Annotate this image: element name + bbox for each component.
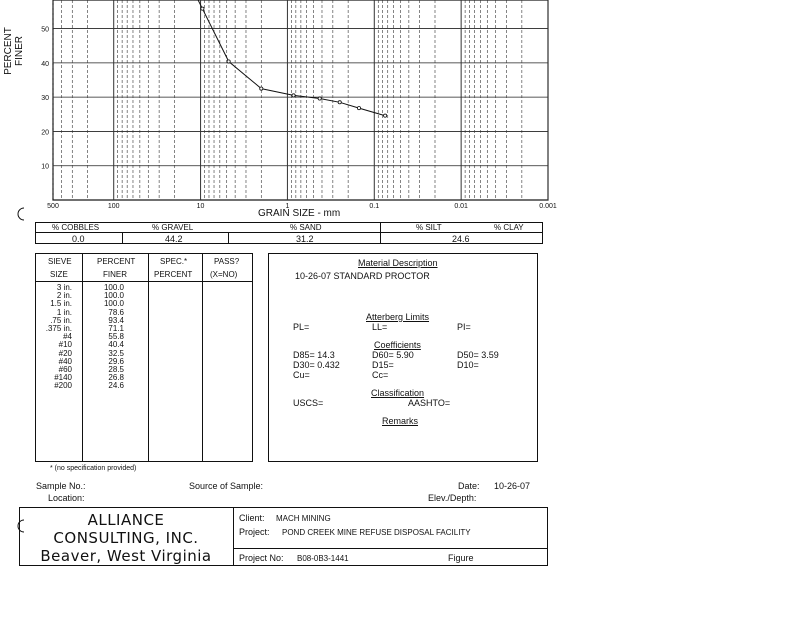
uscs-field: USCS= [293,398,324,408]
chart-svg [0,0,560,225]
percent-finer-cell: 100.0 [103,299,124,309]
coefficients-title: Coefficients [374,340,421,350]
sieve-header-2: SIZE [50,270,68,279]
project-label: Project: [239,527,270,537]
spec-header-2: PERCENT [154,270,193,279]
sieve-size-cell: .75 in. [50,315,72,325]
figure-label: Figure [448,553,474,563]
data-point [260,87,263,90]
pl-field: PL= [293,322,310,332]
sieve-size-cell: 3 in. [56,283,72,292]
d10-field: D10= [457,360,479,370]
company-name-line2: CONSULTING, INC. [53,529,199,547]
data-point [292,94,295,97]
percent-finer-cell: 32.5 [108,348,124,358]
punch-hole-marks [12,0,32,618]
elev-label: Elev./Depth: [428,493,477,503]
data-point [338,101,341,104]
spec-footnote: * (no specification provided) [50,465,137,472]
x-tick-label: 0.001 [539,203,557,210]
company-name-line1: ALLIANCE [87,511,165,529]
sieve-size-cell: .375 in. [45,324,72,333]
data-point [201,7,204,10]
sieve-size-cell: 2 in. [56,291,72,301]
percent-header-2: FINER [103,270,127,279]
percent-finer-cell: 26.8 [108,373,124,383]
pass-header-1: PASS? [214,257,240,266]
material-description: 10-26-07 STANDARD PROCTOR [295,271,430,281]
material-title: Material Description [358,258,438,268]
atterberg-title: Atterberg Limits [366,312,430,322]
y-tick-label: 10 [41,163,49,171]
location-label: Location: [48,493,85,503]
sand-header: % SAND [290,223,322,232]
x-tick-label: 0.1 [369,203,380,210]
sand-value: 31.2 [296,234,314,244]
x-tick-label: 10 [196,203,205,210]
aashto-field: AASHTO= [408,398,451,408]
grain-size-chart [0,0,560,225]
x-tick-label: 1 [285,203,290,210]
sieve-size-cell: #200 [54,381,72,391]
y-axis-label: PERCENT FINER [3,27,25,75]
y-tick-label: 40 [41,60,49,68]
percent-finer-cell: 93.4 [108,315,124,325]
percent-finer-cell: 24.6 [108,381,124,391]
silt-header: % SILT [416,223,442,232]
sieve-size-cell: #40 [58,356,72,366]
spec-header-1: SPEC.* [160,257,188,266]
d15-field: D15= [372,360,394,370]
percent-finer-cell: 71.1 [108,324,124,333]
y-tick-label: 30 [41,95,49,103]
data-point [227,60,230,63]
cobbles-header: % COBBLES [52,223,100,232]
project-no-value: B08-0B3-1441 [297,554,349,563]
percent-finer-cell: 28.5 [108,365,124,374]
data-point [318,97,321,100]
client-value: MACH MINING [276,514,331,523]
pass-header-2: (X=NO) [210,270,238,279]
percent-finer-cell: 100.0 [103,283,124,292]
gravel-header: % GRAVEL [152,223,194,232]
sieve-size-cell: 1 in. [56,307,72,317]
ll-field: LL= [372,322,388,332]
sieve-header-1: SIEVE [48,257,72,266]
y-tick-label: 50 [41,26,49,34]
cc-field: Cc= [372,370,389,380]
percent-finer-cell: 55.8 [108,332,124,342]
percent-finer-cell: 100.0 [103,291,124,301]
client-label: Client: [239,513,265,523]
sieve-size-cell: #20 [58,348,72,358]
data-point [357,107,360,110]
percent-finer-cell: 40.4 [108,340,124,350]
project-no-label: Project No: [239,553,284,563]
chart-ticks [41,0,557,210]
sieve-size-cell: #10 [58,340,72,350]
source-label: Source of Sample: [189,481,264,491]
y-tick-label: 20 [41,129,49,137]
percent-header-1: PERCENT [97,257,136,266]
clay-header: % CLAY [494,223,524,232]
date-label: Date: [458,481,480,491]
d30-field: D30= 0.432 [293,360,340,370]
sample-no-label: Sample No.: [36,481,86,491]
x-tick-label: 100 [107,203,120,210]
percent-finer-cell: 78.6 [108,307,124,317]
x-tick-label: 0.01 [454,203,468,210]
d60-field: D60= 5.90 [372,350,414,360]
percent-finer-cell: 29.6 [108,356,124,366]
pi-field: PI= [457,322,471,332]
chart-grid [53,0,548,200]
sieve-size-cell: 1.5 in. [50,299,72,309]
sieve-size-cell: #4 [63,332,72,342]
gravel-value: 44.2 [165,234,183,244]
date-value: 10-26-07 [494,481,531,491]
d50-field: D50= 3.59 [457,350,499,360]
d85-field: D85= 14.3 [293,350,335,360]
x-tick-label: 500 [47,203,59,210]
chart-curve [164,0,387,117]
company-location: Beaver, West Virginia [40,547,212,565]
sieve-size-cell: #140 [54,373,72,383]
remarks-title: Remarks [382,416,419,426]
x-axis-label: GRAIN SIZE - mm [258,208,341,219]
project-value: POND CREEK MINE REFUSE DISPOSAL FACILITY [282,528,471,537]
cobbles-value: 0.0 [72,234,85,244]
gradation-curve [165,0,385,116]
classification-title: Classification [371,388,425,398]
sieve-size-cell: #60 [58,365,72,374]
data-point [384,114,387,117]
silt-clay-value: 24.6 [452,234,470,244]
cu-field: Cu= [293,370,310,380]
